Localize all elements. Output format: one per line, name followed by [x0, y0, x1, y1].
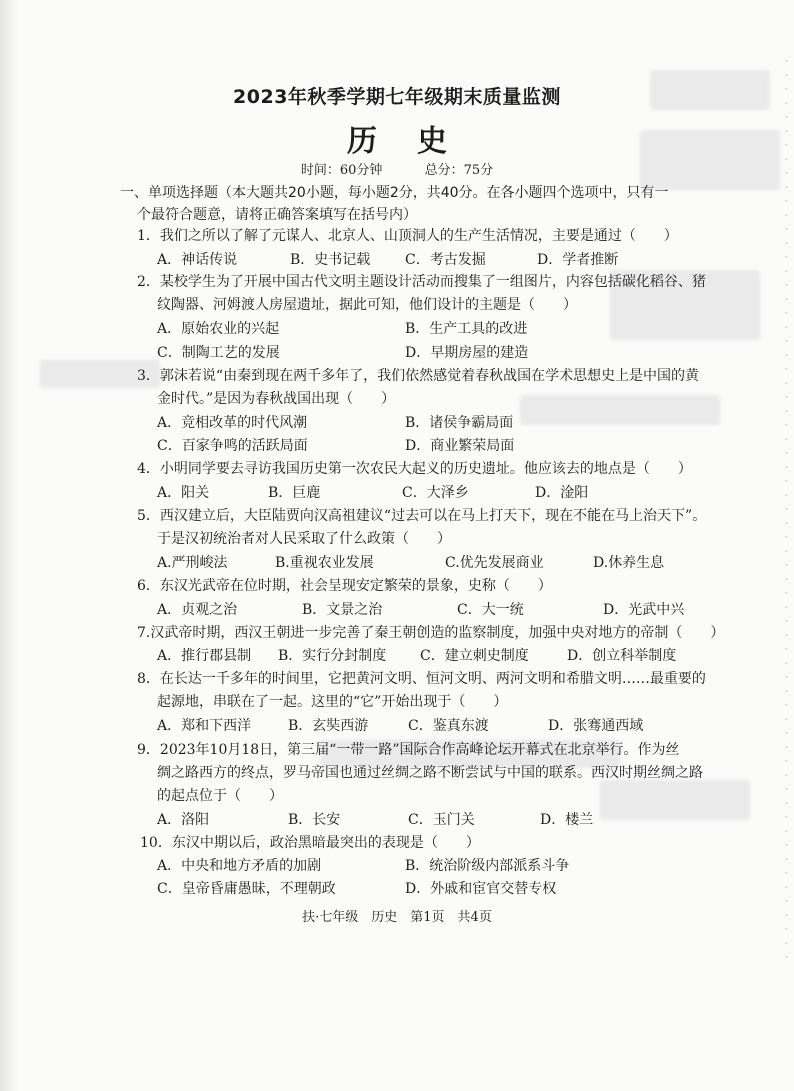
q4-option-a: A．阳关	[157, 485, 210, 501]
question-2-stem: 2．某校学生为了开展中国古代文明主题设计活动而搜集了一组图片，内容包括碳化稻谷、猪	[137, 274, 706, 290]
q5-option-a: A.严刑峻法	[157, 555, 228, 571]
q9-option-b: B．长安	[288, 812, 341, 828]
question-3-stem: 3．郭沫若说“由秦到现在两千多年了，我们依然感觉着春秋战国在学术思想史上是中国的黄	[137, 368, 700, 384]
q5-option-b: B.重视农业发展	[275, 555, 374, 571]
page-footer: 扶·七年级 历史 第1页 共4页	[302, 910, 492, 925]
q6-option-a: A．贞观之治	[157, 602, 238, 618]
bleed-through-mark	[600, 780, 750, 820]
q2-option-c: C．制陶工艺的发展	[157, 345, 280, 361]
subject-title: 历史	[347, 124, 487, 159]
q9-option-d: D．楼兰	[540, 812, 594, 828]
question-5-stem: 5．西汉建立后，大臣陆贾向汉高祖建议“过去可以在马上打天下，现在不能在马上治天下”。	[137, 508, 707, 524]
q7-option-b: B．实行分封制度	[278, 648, 387, 664]
q10-option-d: D．外戚和宦官交替专权	[405, 881, 557, 897]
q1-option-c: C．考古发掘	[405, 252, 486, 268]
q3-option-d: D．商业繁荣局面	[405, 438, 515, 454]
question-1-stem: 1．我们之所以了解了元谋人、北京人、山顶洞人的生产生活情况，主要是通过（ ）	[137, 228, 678, 244]
q6-option-c: C．大一统	[457, 602, 524, 618]
question-7-stem: 7.汉武帝时期，西汉王朝进一步完善了秦王朝创造的监察制度，加强中央对地方的帝制（ ）	[137, 625, 725, 641]
q9-option-c: C．玉门关	[408, 812, 475, 828]
q10-option-a: A．中央和地方矛盾的加剧	[157, 858, 322, 874]
q6-option-d: D．光武中兴	[603, 602, 685, 618]
question-10-stem: 10．东汉中期以后，政治黑暗最突出的表现是（ ）	[140, 835, 480, 851]
question-4-stem: 4．小明同学要去寻访我国历史第一次农民大起义的历史遗址。他应该去的地点是（ ）	[137, 461, 692, 477]
time-label: 时间：60分钟	[300, 163, 383, 178]
q5-option-c: C.优先发展商业	[445, 555, 544, 571]
exam-title: 2023年秋季学期七年级期末质量监测	[233, 86, 561, 108]
q2-option-a: A．原始农业的兴起	[157, 321, 280, 337]
q7-option-a: A．推行郡县制	[157, 648, 252, 664]
q8-option-c: C．鉴真东渡	[408, 718, 489, 734]
q1-option-a: A．神话传说	[157, 252, 238, 268]
q4-option-b: B．巨鹿	[268, 485, 321, 501]
section-heading-cont: 个最符合题意，请将正确答案填写在括号内）	[137, 207, 417, 223]
question-6-stem: 6．东汉光武帝在位时期，社会呈现安定繁荣的景象，史称（ ）	[137, 578, 552, 594]
q9-option-a: A．洛阳	[157, 812, 210, 828]
question-8-stem: 8．在长达一千多年的时间里，它把黄河文明、恒河文明、两河文明和希腊文明……最重要的	[137, 671, 706, 687]
q4-option-d: D．淦阳	[535, 485, 589, 501]
exam-meta	[0, 159, 794, 178]
q5-option-d: D.休养生息	[593, 555, 665, 571]
q10-option-c: C．皇帝昏庸愚昧，不理朝政	[157, 881, 336, 897]
q8-option-d: D．张骞通西域	[548, 718, 644, 734]
q3-option-c: C．百家争鸣的活跃局面	[157, 438, 308, 454]
q3-option-b: B．诸侯争霸局面	[405, 415, 514, 431]
q1-option-d: D．学者推断	[537, 252, 619, 268]
q1-option-b: B．史书记载	[290, 252, 371, 268]
q2-option-b: B．生产工具的改进	[405, 321, 528, 337]
question-9-stem-cont-2: 的起点位于（ ）	[157, 788, 283, 804]
question-8-stem-cont: 起源地，串联在了一起。这里的“它”开始出现于（ ）	[157, 694, 508, 710]
q8-option-b: B．玄奘西游	[288, 718, 369, 734]
question-2-stem-cont: 纹陶器、河姆渡人房屋遗址，据此可知，他们设计的主题是（ ）	[157, 297, 577, 313]
q6-option-b: B．文景之治	[302, 602, 383, 618]
q4-option-c: C．大泽乡	[402, 485, 469, 501]
question-9-stem-cont-1: 绸之路西方的终点，罗马帝国也通过丝绸之路不断尝试与中国的联系。西汉时期丝绸之路	[157, 765, 703, 781]
bleed-through-mark	[520, 395, 720, 425]
section-heading: 一、单项选择题（本大题共20小题，每小题2分，共40分。在各小题四个选项中，只有一	[120, 185, 669, 201]
q2-option-d: D．早期房屋的建造	[405, 345, 529, 361]
question-5-stem-cont: 于是汉初统治者对人民采取了什么政策（ ）	[157, 531, 451, 547]
q10-option-b: B．统治阶级内部派系斗争	[405, 858, 570, 874]
question-3-stem-cont: 金时代。”是因为春秋战国出现（ ）	[157, 391, 396, 407]
q7-option-c: C．建立刺史制度	[420, 648, 529, 664]
q8-option-a: A．郑和下西洋	[157, 718, 252, 734]
score-label: 总分：75分	[424, 163, 494, 178]
q3-option-a: A．竞相改革的时代风潮	[157, 415, 308, 431]
q7-option-d: D．创立科举制度	[567, 648, 677, 664]
question-9-stem: 9．2023年10月18日，第三届“一带一路”国际合作高峰论坛开幕式在北京举行。作为丝	[137, 742, 680, 758]
scan-edge-artifact	[785, 60, 788, 960]
